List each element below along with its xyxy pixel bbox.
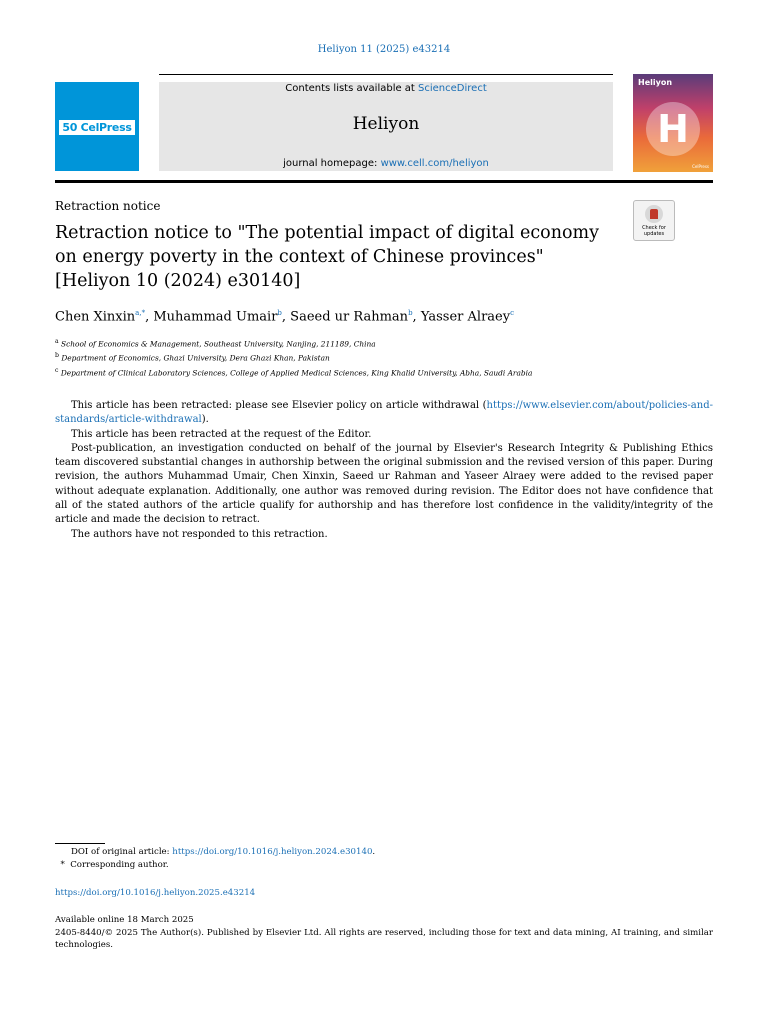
cell-press-logo-text: 50 CelPress: [59, 120, 135, 135]
author-name: Yasser Alraey: [420, 309, 511, 325]
journal-homepage-line: [159, 158, 613, 169]
article-doi-link[interactable]: https://doi.org/10.1016/j.heliyon.2025.e43214: [55, 888, 256, 898]
availability-block: [55, 914, 713, 952]
affiliation-list: [55, 336, 532, 379]
article-type: Retraction notice: [55, 199, 161, 213]
journal-header-box: [159, 82, 613, 171]
footnote-rule: [55, 843, 105, 844]
author-affiliation-link[interactable]: c: [510, 309, 514, 317]
author-affiliation-link[interactable]: b: [277, 309, 282, 317]
affiliation-text: School of Economics & Management, Southeast University, Nanjing, 211189, China: [61, 339, 376, 349]
affiliation-text: Department of Economics, Ghazi University, Dera Ghazi Khan, Pakistan: [61, 353, 330, 363]
author-name: Muhammad Umair: [153, 309, 278, 325]
contents-line: [159, 82, 613, 95]
affiliation-item: [55, 336, 532, 350]
body-paragraph: Post-publication, an investigation conducted on behalf of the journal by Elsevier's Research Integrity & Publishing Ethics team discovered substantial changes in authorship between the original submission and the revised version of this paper. During revision, the authors Muhammad Umair, Chen Xinxin, Saeed ur Rahman and Yaseer Alraey were added to the revised paper without adequate explanation. Additionally, one author was removed during revision. The Editor does not have confidence that all of the stated authors of the article qualify for authorship and has therefore lost confidence in the validity/integrity of the article and made the decision to retract.: [55, 442, 713, 526]
sciencedirect-link[interactable]: ScienceDirect: [418, 83, 487, 94]
bookmark-icon: [645, 205, 663, 223]
affiliation-item: [55, 365, 532, 379]
available-online: Available online 18 March 2025: [55, 915, 194, 925]
cover-h-letter: H: [657, 107, 689, 151]
article-doi[interactable]: [55, 888, 255, 898]
journal-cover-image: [633, 74, 713, 172]
header-top-rule: [159, 74, 613, 75]
author-name: Saeed ur Rahman: [290, 309, 409, 325]
contents-prefix: Contents lists available at: [285, 83, 419, 94]
doi-original-link[interactable]: https://doi.org/10.1016/j.heliyon.2024.e30140: [172, 847, 373, 857]
body-paragraph: This article has been retracted at the request of the Editor.: [71, 428, 372, 440]
footnotes: [55, 846, 375, 872]
author-affiliation-link[interactable]: b: [408, 309, 413, 317]
author-name: Chen Xinxin: [55, 309, 136, 325]
journal-reference[interactable]: [0, 44, 768, 55]
cover-title: Heliyon: [638, 78, 673, 87]
header-bottom-rule: [55, 180, 713, 183]
body-paragraph: [55, 399, 713, 428]
affiliation-marker: c: [55, 366, 59, 374]
journal-homepage-link[interactable]: www.cell.com/heliyon: [380, 158, 489, 169]
affiliation-marker: b: [55, 352, 59, 360]
footnote-text: .: [372, 847, 376, 857]
cell-press-logo: [55, 82, 139, 171]
footnote-marker: *: [60, 860, 65, 870]
journal-reference-link[interactable]: Heliyon 11 (2025) e43214: [317, 44, 451, 55]
footnote-text: DOI of original article:: [71, 847, 173, 857]
body-text: This article has been retracted: please see Elsevier policy on article withdrawal (: [71, 400, 487, 411]
body-text: ).: [201, 414, 209, 426]
cover-publisher: CelPress: [692, 164, 709, 169]
withdrawal-policy-link[interactable]: https://www.elsevier.com/about/policies-and-standards/article-withdrawal: [55, 400, 713, 426]
article-body: [55, 399, 713, 542]
body-paragraph: The authors have not responded to this retraction.: [71, 528, 328, 540]
check-for-updates-label: Check for updates: [642, 225, 666, 237]
affiliation-marker: a: [55, 338, 59, 345]
journal-title: Heliyon: [352, 114, 420, 134]
homepage-prefix: journal homepage:: [283, 158, 381, 169]
author-affiliation-link[interactable]: a,*: [135, 309, 146, 317]
affiliation-text: Department of Clinical Laboratory Sciences, College of Applied Medical Sciences, King Khalid University, Abha, Saudi Arabia: [60, 368, 533, 378]
author-list: Chen Xinxin$^{a,*}$, Muhammad Umair$^b$, Saeed ur Rahman$^b$, Yasser Alraey$^c$: [55, 309, 514, 325]
copyright-notice: 2405-8440/© 2025 The Author(s). Published by Elsevier Ltd. All rights are reserved, including those for text and data mining, AI training, and similar technologies.: [55, 927, 713, 950]
footnote-text: Corresponding author.: [70, 860, 169, 870]
check-for-updates-button[interactable]: [633, 200, 675, 241]
doi-original-footnote: [55, 846, 375, 859]
affiliation-item: [55, 350, 532, 364]
article-title: Retraction notice to "The potential impact of digital economy on energy poverty in the context of Chinese provinces" [Heliyon 10 (2024) e30140]: [55, 223, 599, 291]
corresponding-footnote: [55, 859, 375, 872]
